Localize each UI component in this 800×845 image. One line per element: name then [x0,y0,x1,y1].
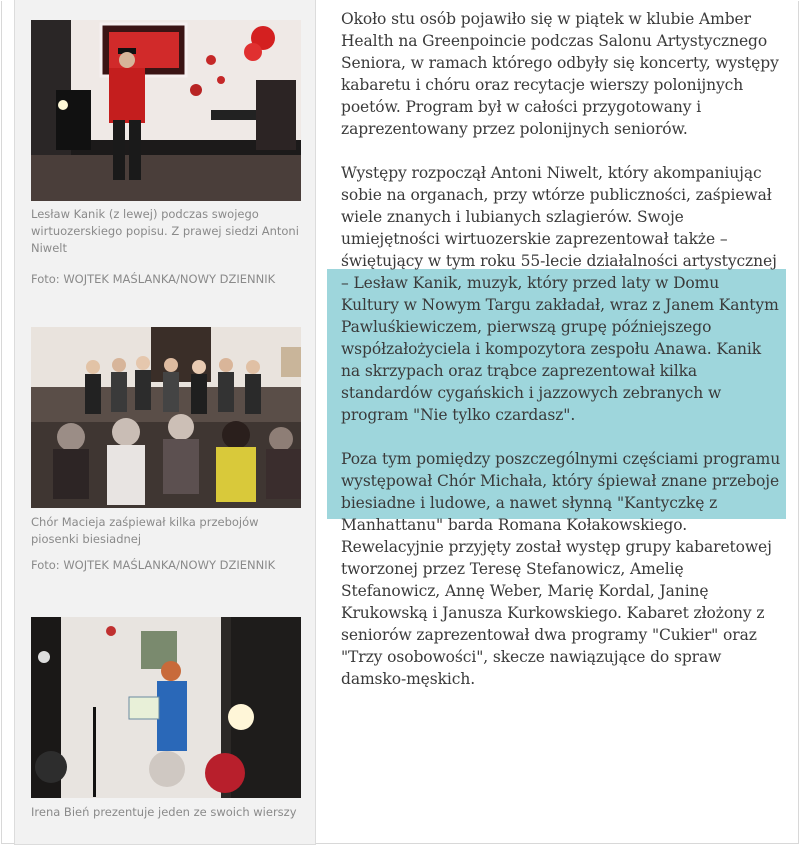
photo-sidebar [14,0,316,845]
photo-poetry-reading-image [31,617,301,798]
photo-poetry-reading[interactable] [31,617,301,798]
article-paragraph: Około stu osób pojawiło się w piątek w klubie Amber Health na Greenpoincie podczas Salonu Artystycznego Seniora, w ramach którego odbyły się koncerty, występy kabaretu i chóru oraz recytacje wierszy polonijnych poetów. Program był w całości przygotowany i zaprezentowany przez polonijnych seniorów. [341,10,779,138]
photo-credit: Foto: WOJTEK MAŚLANKA/NOWY DZIENNIK [31,272,276,286]
photo-choir[interactable] [31,327,301,508]
photo-performer-violin[interactable] [31,20,301,201]
article-body [341,8,781,712]
photo-caption: Lesław Kanik (z lewej) podczas swojego wirtuozerskiego popisu. Z prawej siedzi Antoni Niwelt [31,207,299,255]
photo-caption: Irena Bień prezentuje jeden ze swoich wierszy [31,805,297,819]
article-paragraph: Poza tym pomiędzy poszczególnymi częściami programu występował Chór Michała, który śpiewał znane przeboje biesiadne i ludowe, a nawet słynną "Kantyczkę z Manhattanu" barda Romana Kołakowskiego. Rewelacyjnie przyjęty został występ grupy kabaretowej tworzonej przez Teresę Stefanowicz, Amelię Stefanowicz, Annę Weber, Marię Kordal, Janinę Krukowską i Janusza Kurkowskiego. Kabaret złożony z seniorów zaprezentował dwa programy "Cukier" oraz "Trzy osobowości", skecze nawiązujące do spraw damsko-męskich. [341,450,781,688]
photo-performer-violin-image [31,20,301,201]
photo-caption: Chór Macieja zaśpiewał kilka przebojów piosenki biesiadnej [31,515,259,546]
photo-credit: Foto: WOJTEK MAŚLANKA/NOWY DZIENNIK [31,558,276,572]
photo-choir-image [31,327,301,508]
article-paragraph: Występy rozpoczął Antoni Niwelt, który akompaniując sobie na organach, przy wtórze publiczności, zaśpiewał wiele znanych i lubianych szlagierów. Swoje umiejętności wirtuozerskie zaprezentował także – świętujący w tym roku 55-lecie działalności artystycznej – Lesław Kanik, muzyk, który przed laty w Domu Kultury w Nowym Targu zakładał, wraz z Janem Kantym Pawluśkiewiczem, pierwszą grupę późniejszego współzałożyciela i kompozytora zespołu Anawa. Kanik na skrzypach oraz trąbce zaprezentował kilka standardów cygańskich i jazzowych zebranych w program "Nie tylko czardasz". [341,164,779,424]
